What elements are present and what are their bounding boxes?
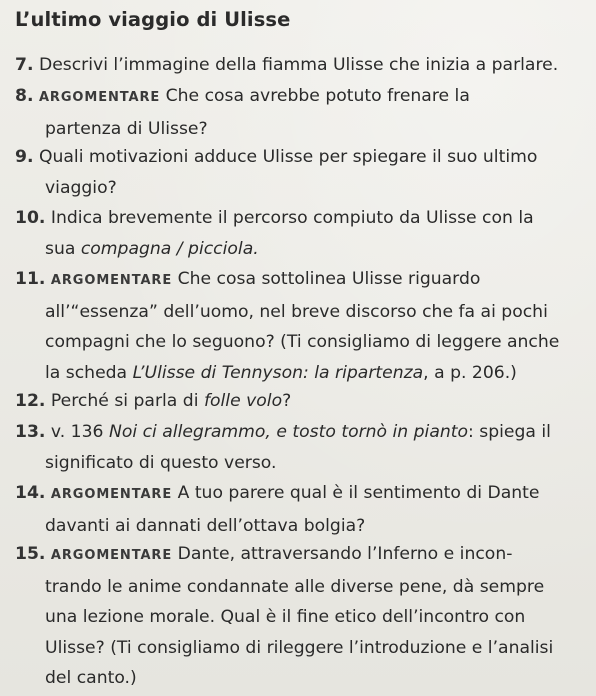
- question-12: [15, 386, 587, 417]
- question-text: compagni che lo seguono? (Ti consigliamo di leggere anche: [45, 332, 560, 353]
- question-text: all’“essenza” dell’uomo, nel breve discorso che fa ai pochi: [45, 301, 548, 322]
- question-text: Che cosa avrebbe potuto frenare la: [165, 86, 470, 106]
- question-11: [15, 264, 587, 388]
- question-8: [15, 81, 587, 144]
- question-text: Dante, attraversando l’Inferno e incon-: [177, 544, 513, 564]
- question-text: , a p. 206.): [423, 362, 517, 383]
- argomentare-tag: ARGOMENTARE: [50, 487, 173, 502]
- question-14: [15, 478, 587, 541]
- question-text: sua: [45, 238, 81, 259]
- question-10: [15, 203, 587, 264]
- question-text: Perché si parla di: [50, 391, 204, 411]
- question-15: [15, 539, 587, 694]
- question-text: davanti ai dannati dell’ottava bolgia?: [45, 515, 366, 536]
- question-number: 12.: [15, 391, 46, 411]
- question-number: 7.: [15, 55, 34, 75]
- quoted-verse: compagna / picciola.: [80, 238, 259, 259]
- question-text: v. 136: [50, 422, 109, 442]
- question-text: ?: [282, 391, 292, 411]
- question-text: la scheda: [45, 362, 133, 383]
- question-text: A tuo parere qual è il sentimento di Dante: [177, 483, 540, 503]
- question-text: una lezione morale. Qual è il fine etico dell’incontro con: [45, 607, 526, 628]
- question-7: [15, 50, 587, 81]
- question-text: Ulisse? (Ti consigliamo di rileggere l’introduzione e l’analisi: [45, 637, 554, 658]
- argomentare-tag: ARGOMENTARE: [38, 90, 161, 105]
- question-text: Indica brevemente il percorso compiuto da Ulisse con la: [50, 208, 534, 228]
- question-number: 11.: [15, 269, 46, 289]
- question-13: [15, 417, 587, 478]
- question-number: 15.: [15, 544, 46, 564]
- question-text: Che cosa sottolinea Ulisse riguardo: [177, 269, 481, 289]
- question-text: Quali motivazioni adduce Ulisse per spiegare il suo ultimo: [38, 147, 538, 167]
- question-number: 8.: [15, 86, 34, 106]
- argomentare-tag: ARGOMENTARE: [50, 548, 173, 563]
- question-text: trando le anime condannate alle diverse pene, dà sempre: [45, 576, 545, 597]
- question-9: [15, 142, 587, 203]
- question-number: 13.: [15, 422, 46, 442]
- scheda-title: L’Ulisse di Tennyson: la ripartenza: [132, 362, 424, 383]
- question-number: 9.: [15, 147, 34, 167]
- question-text: significato di questo verso.: [45, 452, 277, 473]
- question-text: Descrivi l’immagine della fiamma Ulisse che inizia a parlare.: [38, 55, 559, 75]
- question-number: 14.: [15, 483, 46, 503]
- question-text: viaggio?: [45, 177, 117, 198]
- argomentare-tag: ARGOMENTARE: [50, 273, 173, 288]
- page-title: L’ultimo viaggio di Ulisse: [15, 8, 291, 31]
- quoted-verse: Noi ci allegrammo, e tosto tornò in pianto: [108, 422, 469, 442]
- question-text: del canto.): [45, 668, 137, 689]
- question-text: : spiega il: [468, 422, 551, 442]
- question-number: 10.: [15, 208, 46, 228]
- question-text: partenza di Ulisse?: [45, 118, 208, 139]
- quoted-verse: folle volo: [203, 391, 283, 411]
